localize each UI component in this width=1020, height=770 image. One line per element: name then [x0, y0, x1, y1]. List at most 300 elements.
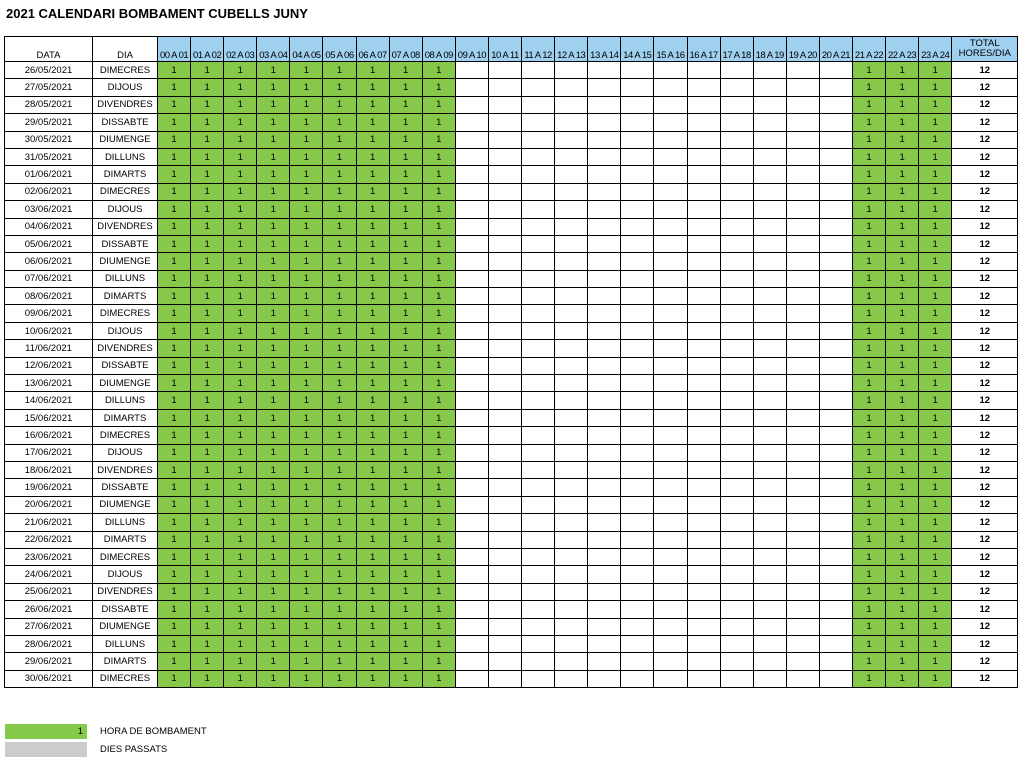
hour-cell-pumping: 1 — [852, 166, 885, 183]
hour-cell-pumping: 1 — [323, 253, 356, 270]
hour-cell-pumping: 1 — [290, 131, 323, 148]
hour-cell-empty — [488, 444, 521, 461]
row-day: DIVENDRES — [93, 461, 158, 478]
hour-cell-pumping: 1 — [191, 288, 224, 305]
hour-cell-empty — [720, 322, 753, 339]
hour-cell-empty — [588, 131, 621, 148]
hour-cell-empty — [687, 270, 720, 287]
hour-cell-empty — [522, 601, 555, 618]
hour-cell-empty — [588, 253, 621, 270]
hour-cell-empty — [720, 427, 753, 444]
hour-cell-pumping: 1 — [257, 79, 290, 96]
hour-cell-pumping: 1 — [389, 148, 422, 165]
hour-cell-empty — [488, 635, 521, 652]
hour-cell-pumping: 1 — [356, 79, 389, 96]
hour-cell-pumping: 1 — [389, 514, 422, 531]
legend-label: HORA DE BOMBAMENT — [100, 726, 207, 737]
hour-cell-pumping: 1 — [919, 218, 952, 235]
row-day: DILLUNS — [93, 514, 158, 531]
table-row — [5, 305, 1018, 322]
hour-cell-empty — [621, 514, 654, 531]
hour-cell-pumping: 1 — [323, 566, 356, 583]
hour-cell-empty — [753, 444, 786, 461]
hour-cell-empty — [588, 514, 621, 531]
hour-cell-pumping: 1 — [158, 392, 191, 409]
hour-cell-empty — [488, 653, 521, 670]
hour-cell-empty — [488, 114, 521, 131]
hour-cell-pumping: 1 — [323, 166, 356, 183]
hour-cell-pumping: 1 — [852, 183, 885, 200]
row-total: 12 — [952, 531, 1018, 548]
hour-cell-empty — [687, 653, 720, 670]
header-hour: 02 A 03 — [224, 37, 257, 62]
hour-cell-empty — [786, 479, 819, 496]
hour-cell-pumping: 1 — [886, 357, 919, 374]
hour-cell-empty — [753, 601, 786, 618]
hour-cell-pumping: 1 — [224, 635, 257, 652]
header-hour: 06 A 07 — [356, 37, 389, 62]
hour-cell-pumping: 1 — [257, 62, 290, 79]
hour-cell-empty — [786, 496, 819, 513]
hour-cell-pumping: 1 — [257, 427, 290, 444]
hour-cell-pumping: 1 — [191, 392, 224, 409]
hour-cell-pumping: 1 — [290, 288, 323, 305]
hour-cell-pumping: 1 — [356, 479, 389, 496]
hour-cell-empty — [488, 148, 521, 165]
hour-cell-pumping: 1 — [919, 514, 952, 531]
hour-cell-pumping: 1 — [323, 392, 356, 409]
hour-cell-pumping: 1 — [257, 305, 290, 322]
hour-cell-empty — [819, 235, 852, 252]
hour-cell-pumping: 1 — [422, 427, 455, 444]
row-total: 12 — [952, 201, 1018, 218]
hour-cell-pumping: 1 — [158, 427, 191, 444]
table-row — [5, 62, 1018, 79]
hour-cell-empty — [753, 305, 786, 322]
hour-cell-empty — [488, 479, 521, 496]
hour-cell-empty — [621, 218, 654, 235]
hour-cell-empty — [621, 548, 654, 565]
row-total: 12 — [952, 270, 1018, 287]
hour-cell-pumping: 1 — [224, 235, 257, 252]
hour-cell-empty — [588, 635, 621, 652]
hour-cell-pumping: 1 — [224, 583, 257, 600]
hour-cell-empty — [588, 340, 621, 357]
row-date: 12/06/2021 — [5, 357, 93, 374]
hour-cell-empty — [786, 114, 819, 131]
hour-cell-empty — [455, 131, 488, 148]
hour-cell-pumping: 1 — [356, 235, 389, 252]
table-row — [5, 218, 1018, 235]
hour-cell-pumping: 1 — [389, 409, 422, 426]
hour-cell-empty — [522, 409, 555, 426]
hour-cell-pumping: 1 — [422, 270, 455, 287]
hour-cell-empty — [488, 166, 521, 183]
hour-cell-pumping: 1 — [323, 148, 356, 165]
hour-cell-empty — [753, 583, 786, 600]
hour-cell-empty — [555, 566, 588, 583]
row-day: DISSABTE — [93, 601, 158, 618]
hour-cell-pumping: 1 — [422, 166, 455, 183]
hour-cell-empty — [455, 427, 488, 444]
hour-cell-empty — [555, 96, 588, 113]
header-hour: 12 A 13 — [555, 37, 588, 62]
row-day: DILLUNS — [93, 635, 158, 652]
header-hour: 03 A 04 — [257, 37, 290, 62]
table-row — [5, 357, 1018, 374]
header-day: DIA — [93, 37, 158, 62]
hour-cell-pumping: 1 — [290, 618, 323, 635]
hour-cell-empty — [720, 635, 753, 652]
hour-cell-pumping: 1 — [158, 444, 191, 461]
hour-cell-pumping: 1 — [323, 514, 356, 531]
hour-cell-empty — [786, 305, 819, 322]
legend-swatch: 1 — [5, 724, 87, 739]
row-day: DISSABTE — [93, 114, 158, 131]
row-day: DIUMENGE — [93, 618, 158, 635]
hour-cell-empty — [786, 618, 819, 635]
hour-cell-empty — [786, 166, 819, 183]
hour-cell-empty — [654, 566, 687, 583]
hour-cell-pumping: 1 — [356, 253, 389, 270]
hour-cell-pumping: 1 — [257, 340, 290, 357]
hour-cell-pumping: 1 — [852, 270, 885, 287]
hour-cell-empty — [819, 148, 852, 165]
hour-cell-pumping: 1 — [389, 305, 422, 322]
hour-cell-pumping: 1 — [323, 583, 356, 600]
hour-cell-empty — [753, 566, 786, 583]
row-date: 16/06/2021 — [5, 427, 93, 444]
hour-cell-empty — [588, 96, 621, 113]
header-hour: 20 A 21 — [819, 37, 852, 62]
hour-cell-pumping: 1 — [224, 166, 257, 183]
hour-cell-empty — [555, 461, 588, 478]
hour-cell-pumping: 1 — [886, 218, 919, 235]
hour-cell-pumping: 1 — [886, 166, 919, 183]
table-row — [5, 427, 1018, 444]
hour-cell-empty — [522, 166, 555, 183]
hour-cell-pumping: 1 — [919, 357, 952, 374]
hour-cell-pumping: 1 — [852, 461, 885, 478]
row-day: DIVENDRES — [93, 96, 158, 113]
hour-cell-pumping: 1 — [422, 479, 455, 496]
hour-cell-empty — [555, 62, 588, 79]
hour-cell-empty — [555, 131, 588, 148]
hour-cell-empty — [455, 218, 488, 235]
row-total: 12 — [952, 670, 1018, 687]
hour-cell-empty — [522, 270, 555, 287]
hour-cell-pumping: 1 — [422, 322, 455, 339]
hour-cell-empty — [588, 288, 621, 305]
hour-cell-pumping: 1 — [158, 201, 191, 218]
hour-cell-empty — [522, 653, 555, 670]
hour-cell-pumping: 1 — [191, 166, 224, 183]
hour-cell-pumping: 1 — [290, 496, 323, 513]
hour-cell-empty — [687, 531, 720, 548]
hour-cell-empty — [555, 618, 588, 635]
hour-cell-empty — [687, 96, 720, 113]
hour-cell-empty — [455, 601, 488, 618]
hour-cell-pumping: 1 — [323, 201, 356, 218]
header-row — [5, 37, 1018, 62]
hour-cell-empty — [753, 79, 786, 96]
hour-cell-pumping: 1 — [886, 670, 919, 687]
hour-cell-empty — [819, 548, 852, 565]
hour-cell-empty — [753, 427, 786, 444]
hour-cell-pumping: 1 — [422, 601, 455, 618]
hour-cell-pumping: 1 — [158, 496, 191, 513]
row-total: 12 — [952, 496, 1018, 513]
hour-cell-empty — [621, 653, 654, 670]
hour-cell-empty — [786, 653, 819, 670]
hour-cell-pumping: 1 — [257, 461, 290, 478]
hour-cell-empty — [588, 601, 621, 618]
hour-cell-pumping: 1 — [886, 392, 919, 409]
hour-cell-pumping: 1 — [290, 548, 323, 565]
hour-cell-pumping: 1 — [158, 235, 191, 252]
row-total: 12 — [952, 583, 1018, 600]
hour-cell-pumping: 1 — [422, 514, 455, 531]
hour-cell-empty — [786, 531, 819, 548]
hour-cell-pumping: 1 — [290, 183, 323, 200]
hour-cell-empty — [555, 357, 588, 374]
hour-cell-pumping: 1 — [257, 548, 290, 565]
hour-cell-empty — [753, 201, 786, 218]
hour-cell-empty — [819, 461, 852, 478]
hour-cell-empty — [522, 131, 555, 148]
hour-cell-empty — [621, 340, 654, 357]
hour-cell-pumping: 1 — [290, 357, 323, 374]
row-total: 12 — [952, 375, 1018, 392]
hour-cell-pumping: 1 — [290, 409, 323, 426]
hour-cell-empty — [488, 201, 521, 218]
hour-cell-empty — [522, 392, 555, 409]
hour-cell-pumping: 1 — [389, 566, 422, 583]
hour-cell-pumping: 1 — [290, 235, 323, 252]
row-date: 28/06/2021 — [5, 635, 93, 652]
row-total: 12 — [952, 392, 1018, 409]
hour-cell-empty — [654, 479, 687, 496]
hour-cell-empty — [455, 322, 488, 339]
row-day: DIJOUS — [93, 566, 158, 583]
hour-cell-empty — [621, 392, 654, 409]
hour-cell-pumping: 1 — [191, 305, 224, 322]
hour-cell-pumping: 1 — [257, 357, 290, 374]
hour-cell-pumping: 1 — [886, 461, 919, 478]
hour-cell-pumping: 1 — [290, 62, 323, 79]
hour-cell-empty — [522, 531, 555, 548]
hour-cell-pumping: 1 — [852, 496, 885, 513]
hour-cell-pumping: 1 — [389, 357, 422, 374]
hour-cell-empty — [786, 375, 819, 392]
hour-cell-pumping: 1 — [422, 583, 455, 600]
hour-cell-empty — [654, 618, 687, 635]
hour-cell-pumping: 1 — [852, 531, 885, 548]
table-row — [5, 375, 1018, 392]
hour-cell-empty — [786, 218, 819, 235]
hour-cell-empty — [455, 357, 488, 374]
hour-cell-empty — [753, 62, 786, 79]
row-date: 05/06/2021 — [5, 235, 93, 252]
hour-cell-empty — [819, 270, 852, 287]
hour-cell-pumping: 1 — [191, 114, 224, 131]
hour-cell-empty — [753, 514, 786, 531]
hour-cell-empty — [687, 601, 720, 618]
hour-cell-empty — [588, 548, 621, 565]
hour-cell-empty — [555, 235, 588, 252]
table-row — [5, 235, 1018, 252]
row-total: 12 — [952, 79, 1018, 96]
hour-cell-pumping: 1 — [852, 583, 885, 600]
hour-cell-pumping: 1 — [191, 514, 224, 531]
hour-cell-pumping: 1 — [919, 148, 952, 165]
hour-cell-pumping: 1 — [224, 427, 257, 444]
hour-cell-pumping: 1 — [389, 96, 422, 113]
row-day: DISSABTE — [93, 357, 158, 374]
hour-cell-empty — [687, 62, 720, 79]
hour-cell-pumping: 1 — [389, 392, 422, 409]
hour-cell-empty — [522, 427, 555, 444]
hour-cell-empty — [455, 479, 488, 496]
row-date: 01/06/2021 — [5, 166, 93, 183]
row-day: DIMECRES — [93, 62, 158, 79]
hour-cell-pumping: 1 — [191, 218, 224, 235]
hour-cell-empty — [555, 392, 588, 409]
row-day: DIVENDRES — [93, 218, 158, 235]
row-day: DIVENDRES — [93, 340, 158, 357]
row-date: 23/06/2021 — [5, 548, 93, 565]
hour-cell-empty — [522, 566, 555, 583]
hour-cell-pumping: 1 — [852, 514, 885, 531]
hour-cell-empty — [654, 305, 687, 322]
hour-cell-empty — [455, 392, 488, 409]
row-day: DISSABTE — [93, 235, 158, 252]
hour-cell-pumping: 1 — [323, 288, 356, 305]
hour-cell-empty — [455, 461, 488, 478]
row-total: 12 — [952, 618, 1018, 635]
row-date: 08/06/2021 — [5, 288, 93, 305]
table-row — [5, 131, 1018, 148]
hour-cell-pumping: 1 — [886, 375, 919, 392]
hour-cell-pumping: 1 — [356, 305, 389, 322]
row-day: DIJOUS — [93, 444, 158, 461]
hour-cell-empty — [522, 670, 555, 687]
hour-cell-empty — [488, 392, 521, 409]
row-date: 26/05/2021 — [5, 62, 93, 79]
hour-cell-empty — [786, 601, 819, 618]
row-day: DIMECRES — [93, 427, 158, 444]
hour-cell-empty — [753, 375, 786, 392]
hour-cell-pumping: 1 — [356, 601, 389, 618]
hour-cell-empty — [455, 253, 488, 270]
header-hour: 13 A 14 — [588, 37, 621, 62]
table-row — [5, 79, 1018, 96]
row-total: 12 — [952, 461, 1018, 478]
table-row — [5, 288, 1018, 305]
hour-cell-pumping: 1 — [191, 62, 224, 79]
hour-cell-pumping: 1 — [158, 635, 191, 652]
hour-cell-pumping: 1 — [389, 635, 422, 652]
hour-cell-pumping: 1 — [224, 201, 257, 218]
hour-cell-empty — [522, 635, 555, 652]
hour-cell-pumping: 1 — [224, 183, 257, 200]
hour-cell-empty — [753, 618, 786, 635]
hour-cell-pumping: 1 — [158, 618, 191, 635]
hour-cell-pumping: 1 — [422, 288, 455, 305]
header-hour: 07 A 08 — [389, 37, 422, 62]
hour-cell-pumping: 1 — [158, 340, 191, 357]
hour-cell-empty — [555, 496, 588, 513]
hour-cell-empty — [654, 357, 687, 374]
hour-cell-pumping: 1 — [290, 461, 323, 478]
hour-cell-empty — [588, 375, 621, 392]
hour-cell-empty — [720, 96, 753, 113]
hour-cell-pumping: 1 — [852, 148, 885, 165]
hour-cell-empty — [720, 375, 753, 392]
hour-cell-pumping: 1 — [919, 618, 952, 635]
hour-cell-empty — [455, 62, 488, 79]
hour-cell-pumping: 1 — [224, 96, 257, 113]
header-hour: 09 A 10 — [455, 37, 488, 62]
hour-cell-empty — [654, 114, 687, 131]
hour-cell-pumping: 1 — [356, 427, 389, 444]
hour-cell-pumping: 1 — [919, 253, 952, 270]
hour-cell-pumping: 1 — [852, 322, 885, 339]
hour-cell-pumping: 1 — [389, 375, 422, 392]
hour-cell-empty — [819, 444, 852, 461]
hour-cell-pumping: 1 — [191, 531, 224, 548]
table-row — [5, 322, 1018, 339]
hour-cell-pumping: 1 — [389, 653, 422, 670]
hour-cell-empty — [654, 670, 687, 687]
hour-cell-empty — [819, 479, 852, 496]
hour-cell-pumping: 1 — [389, 461, 422, 478]
hour-cell-pumping: 1 — [158, 79, 191, 96]
hour-cell-pumping: 1 — [886, 322, 919, 339]
hour-cell-empty — [488, 235, 521, 252]
hour-cell-pumping: 1 — [919, 670, 952, 687]
hour-cell-empty — [654, 392, 687, 409]
hour-cell-empty — [588, 270, 621, 287]
header-hour: 04 A 05 — [290, 37, 323, 62]
hour-cell-pumping: 1 — [389, 444, 422, 461]
hour-cell-empty — [555, 322, 588, 339]
header-hour: 05 A 06 — [323, 37, 356, 62]
hour-cell-pumping: 1 — [422, 461, 455, 478]
hour-cell-pumping: 1 — [886, 601, 919, 618]
hour-cell-empty — [555, 305, 588, 322]
hour-cell-pumping: 1 — [224, 114, 257, 131]
hour-cell-empty — [621, 288, 654, 305]
row-date: 18/06/2021 — [5, 461, 93, 478]
hour-cell-empty — [687, 618, 720, 635]
hour-cell-empty — [588, 305, 621, 322]
hour-cell-pumping: 1 — [356, 548, 389, 565]
hour-cell-empty — [786, 183, 819, 200]
hour-cell-pumping: 1 — [356, 183, 389, 200]
hour-cell-empty — [455, 114, 488, 131]
header-hour: 17 A 18 — [720, 37, 753, 62]
hour-cell-empty — [720, 653, 753, 670]
hour-cell-pumping: 1 — [158, 409, 191, 426]
hour-cell-empty — [455, 270, 488, 287]
row-day: DIUMENGE — [93, 253, 158, 270]
hour-cell-empty — [488, 218, 521, 235]
hour-cell-pumping: 1 — [191, 635, 224, 652]
hour-cell-empty — [522, 253, 555, 270]
hour-cell-pumping: 1 — [191, 461, 224, 478]
hour-cell-empty — [555, 514, 588, 531]
